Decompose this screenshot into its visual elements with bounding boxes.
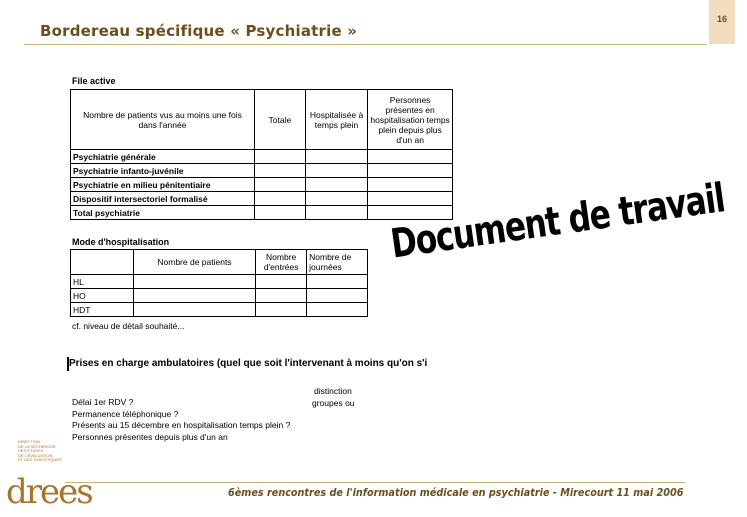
table-cell[interactable] [305, 164, 367, 178]
table-row [71, 289, 368, 303]
table-row [71, 206, 453, 220]
row-label: HL [71, 275, 134, 289]
table-cell[interactable] [368, 192, 453, 206]
table-cell[interactable] [254, 192, 305, 206]
table-header-row [71, 250, 368, 275]
row-label: Dispositif intersectoriel formalisé [71, 192, 255, 206]
footer-divider [65, 482, 685, 483]
title-divider [24, 44, 707, 45]
table-cell[interactable] [307, 289, 368, 303]
mode-hospitalisation-label: Mode d'hospitalisation [72, 237, 170, 247]
page-number: 16 [709, 0, 735, 44]
table-cell[interactable] [307, 303, 368, 317]
drees-logo-caption [18, 440, 66, 463]
mode-hospitalisation-table [70, 249, 368, 317]
header-cell: Nombre de patients [133, 250, 255, 275]
row-label: Psychiatrie infanto-juvénile [71, 164, 255, 178]
ambulatoire-item: Permanence téléphonique ? [72, 409, 179, 419]
header-cell: Nombre d'entrées [256, 250, 307, 275]
table-cell[interactable] [256, 289, 307, 303]
logo-line: DE LA RECHERCHE [18, 443, 56, 449]
table-cell[interactable] [133, 289, 255, 303]
table-row [71, 192, 453, 206]
row-label: HDT [71, 303, 134, 317]
header-cell: Hospitalisée à temps plein [305, 90, 367, 150]
table-cell[interactable] [254, 206, 305, 220]
header-cell: Personnes présentes en hospitalisation temps plein depuis plus d'un an [368, 90, 453, 150]
ambulatoire-item: Délai 1er RDV ? [72, 397, 134, 407]
table-cell[interactable] [256, 275, 307, 289]
row-label: HO [71, 289, 134, 303]
header-cell: Totale [254, 90, 305, 150]
table-cell[interactable] [254, 164, 305, 178]
header-cell: Nombre de patients vus au moins une fois dans l'année [71, 90, 255, 150]
ambulatoire-item: Présents au 15 décembre en hospitalisation temps plein ? [72, 420, 291, 430]
header-cell: Nombre de journées [307, 250, 368, 275]
table-cell[interactable] [307, 275, 368, 289]
table-cell[interactable] [368, 178, 453, 192]
header-cell [71, 250, 134, 275]
file-active-table [70, 89, 453, 220]
table-cell[interactable] [256, 303, 307, 317]
row-label: Psychiatrie en milieu pénitentiaire [71, 178, 255, 192]
table-cell[interactable] [368, 164, 453, 178]
ambulatoire-label: Prises en charge ambulatoires (quel que soit l'intervenant à moins qu'on s'i [69, 358, 428, 369]
table-cell[interactable] [305, 206, 367, 220]
distinction-text: groupes ou [312, 398, 355, 408]
watermark-text: Document de travail [388, 175, 728, 268]
distinction-text: distinction [314, 386, 352, 396]
footer-text: 6èmes rencontres de l'information médicale en psychiatrie - Mirecourt 11 mai 2006 [228, 487, 684, 499]
logo-line: DE L'ÉVALUATION [18, 452, 53, 458]
table-cell[interactable] [305, 192, 367, 206]
row-label: Total psychiatrie [71, 206, 255, 220]
table-row [71, 275, 368, 289]
table-cell[interactable] [133, 303, 255, 317]
logo-line: DES ÉTUDES [18, 448, 44, 453]
file-active-label: File active [72, 76, 116, 86]
detail-note: cf. niveau de détail souhaité... [72, 321, 185, 331]
logo-line: DIRECTION [18, 439, 40, 444]
row-label: Psychiatrie générale [71, 150, 255, 164]
table-header-row [71, 90, 453, 150]
table-cell[interactable] [133, 275, 255, 289]
logo-line: ET DES STATISTIQUES [18, 457, 62, 462]
table-row [71, 178, 453, 192]
table-cell[interactable] [254, 178, 305, 192]
page-title: Bordereau spécifique « Psychiatrie » [40, 22, 358, 40]
table-row [71, 303, 368, 317]
ambulatoire-item: Personnes présentes depuis plus d'un an [72, 432, 228, 442]
table-row [71, 150, 453, 164]
table-cell[interactable] [254, 150, 305, 164]
table-cell[interactable] [305, 150, 367, 164]
table-row [71, 164, 453, 178]
table-cell[interactable] [368, 150, 453, 164]
drees-logo: drees [6, 472, 92, 512]
table-cell[interactable] [305, 178, 367, 192]
